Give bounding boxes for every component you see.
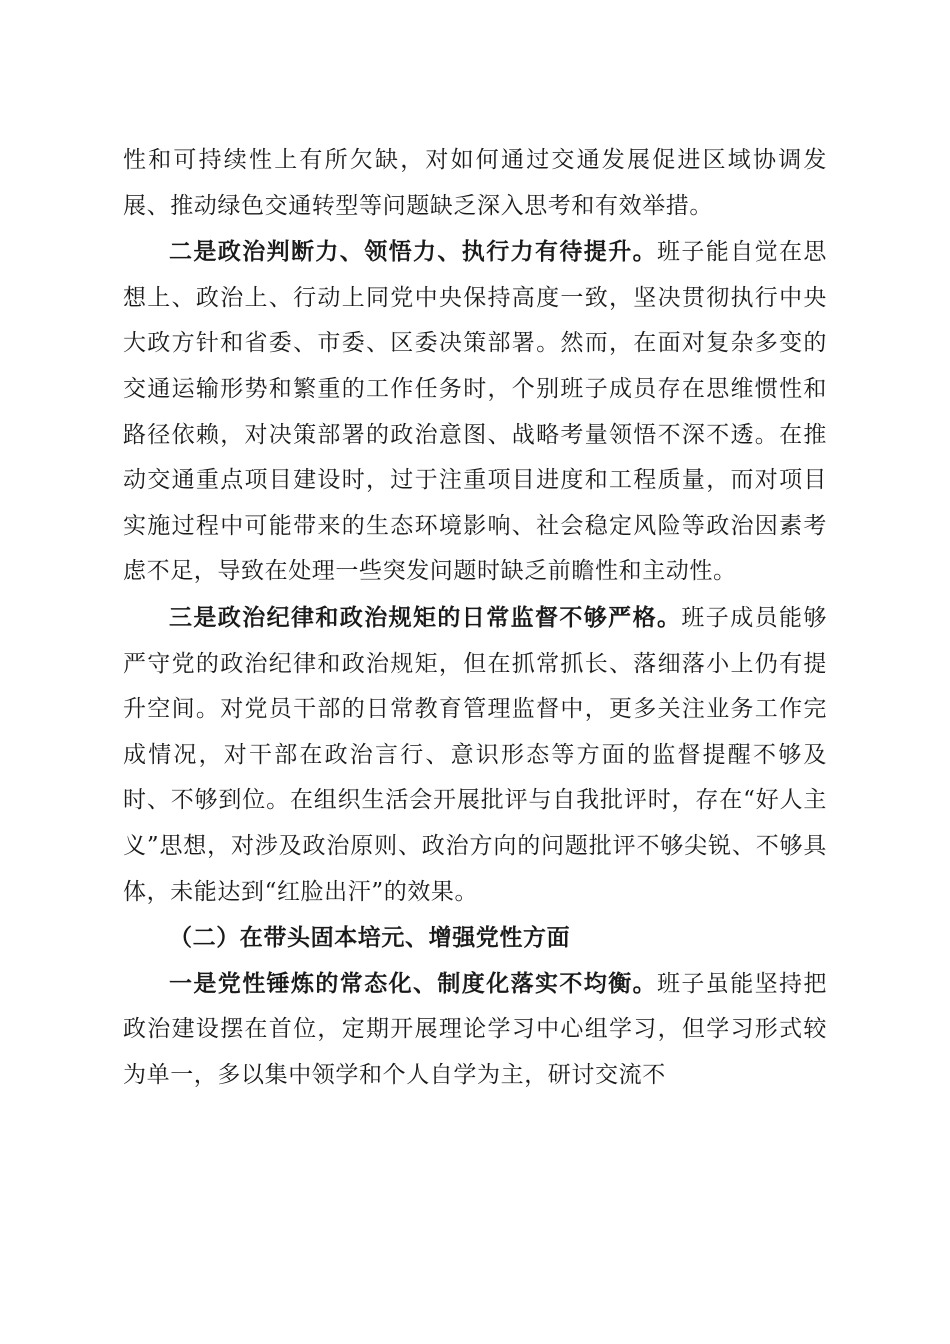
paragraph-political-judgment xyxy=(123,229,827,595)
paragraph-lead: 一是党性锤炼的常态化、制度化落实不均衡。 xyxy=(169,969,657,997)
paragraph-lead: 二是政治判断力、领悟力、执行力有待提升。 xyxy=(169,238,657,266)
paragraph-text: 性和可持续性上有所欠缺，对如何通过交通发展促进区域协调发展、推动绿色交通转型等问题缺乏深入思考和有效举措。 xyxy=(123,147,827,219)
paragraph-text: 班子成员能够严守党的政治纪律和政治规矩，但在抓常抓长、落细落小上仍有提升空间。对党员干部的日常教育管理监督中，更多关注业务工作完成情况，对干部在政治言行、意识形态等方面的监督提醒不够及时、不够到位。在组织生活会开展批评与自我批评时，存在“好人主义”思想，对涉及政治原则、政治方向的问题批评不够尖锐、不够具体，未能达到“红脸出汗”的效果。 xyxy=(123,604,827,905)
document-body xyxy=(123,138,827,1098)
paragraph-continued xyxy=(123,138,827,229)
paragraph-text: 班子虽能坚持把政治建设摆在首位，定期开展理论学习中心组学习，但学习形式较为单一，多以集中领学和个人自学为主，研讨交流不 xyxy=(123,970,827,1088)
paragraph-text: 班子能自觉在思想上、政治上、行动上同党中央保持高度一致，坚决贯彻执行中央大政方针和省委、市委、区委决策部署。然而，在面对复杂多变的交通运输形势和繁重的工作任务时，个别班子成员存在思维惯性和路径依赖，对决策部署的政治意图、战略考量领悟不深不透。在推动交通重点项目建设时，过于注重项目进度和工程质量，而对项目实施过程中可能带来的生态环境影响、社会稳定风险等政治因素考虑不足，导致在处理一些突发问题时缺乏前瞻性和主动性。 xyxy=(123,239,827,585)
paragraph-party-spirit xyxy=(123,961,827,1099)
paragraph-political-discipline xyxy=(123,595,827,915)
paragraph-lead: 三是政治纪律和政治规矩的日常监督不够严格。 xyxy=(169,603,682,631)
section-heading: （二）在带头固本培元、增强党性方面 xyxy=(169,924,571,952)
